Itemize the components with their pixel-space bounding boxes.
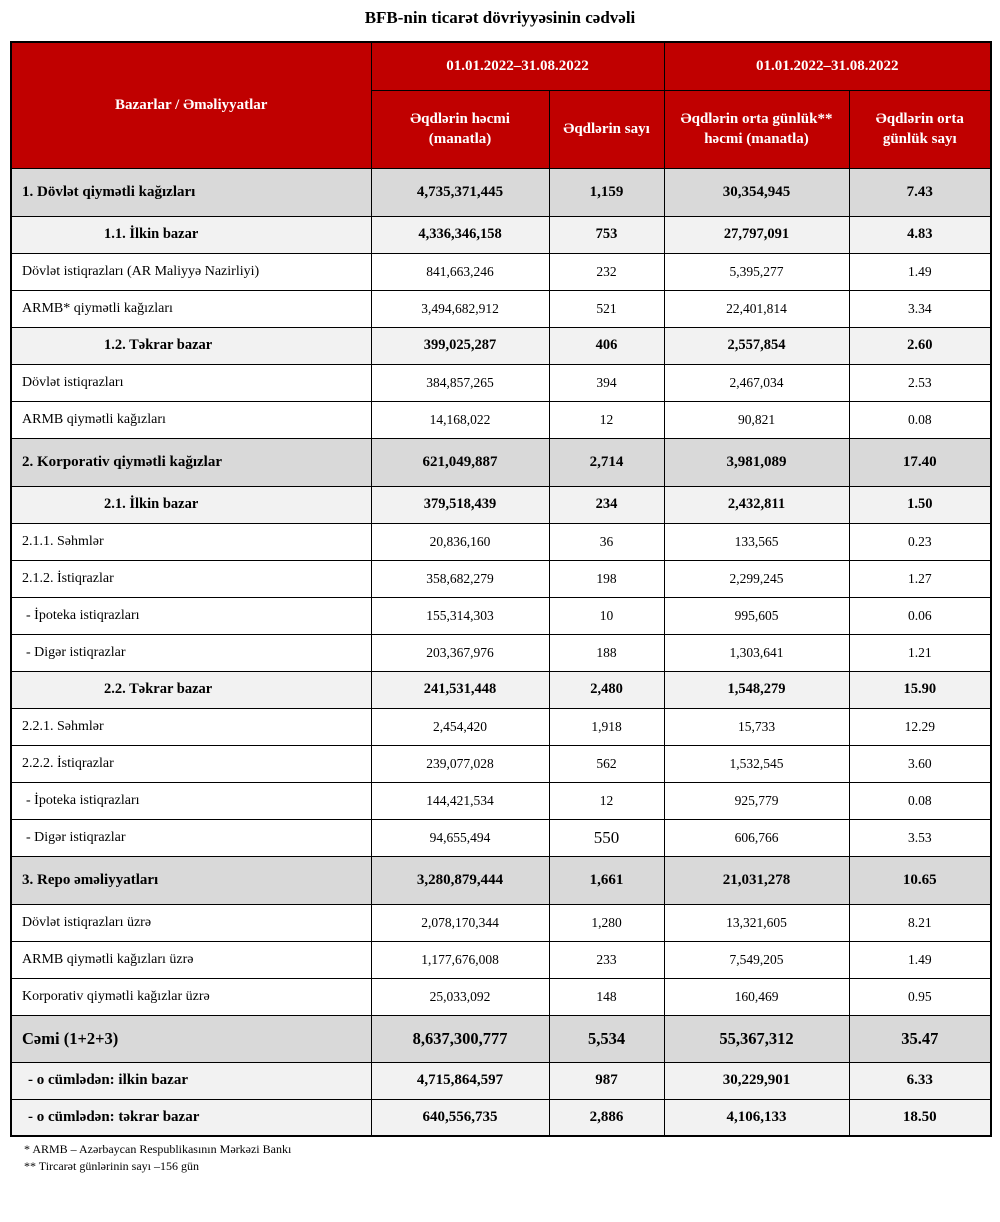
cell-value: 3.53 [849, 819, 991, 856]
cell-value: 232 [549, 253, 664, 290]
period-header-row [11, 42, 991, 90]
period-header-1: 01.01.2022–31.08.2022 [371, 42, 664, 90]
cell-value: 239,077,028 [371, 745, 549, 782]
cell-value: 2,454,420 [371, 708, 549, 745]
cell-value: 234 [549, 486, 664, 523]
row-label: - o cümlədən: ilkin bazar [11, 1062, 371, 1099]
row-label: 3. Repo əməliyyatları [11, 856, 371, 904]
cell-value: 30,229,901 [664, 1062, 849, 1099]
row-label: Dövlət istiqrazları üzrə [11, 904, 371, 941]
row-label: 1.2. Təkrar bazar [11, 327, 371, 364]
cell-value: 4,336,346,158 [371, 216, 549, 253]
row-label: ARMB* qiymətli kağızları [11, 290, 371, 327]
row-label: 2.1. İlkin bazar [11, 486, 371, 523]
table-row [11, 978, 991, 1015]
cell-value: 233 [549, 941, 664, 978]
row-label: - İpoteka istiqrazları [11, 782, 371, 819]
cell-value: 394 [549, 364, 664, 401]
cell-value: 55,367,312 [664, 1015, 849, 1062]
cell-value: 1.49 [849, 941, 991, 978]
cell-value: 5,534 [549, 1015, 664, 1062]
cell-value: 399,025,287 [371, 327, 549, 364]
table-row [11, 597, 991, 634]
row-label: - o cümlədən: təkrar bazar [11, 1099, 371, 1136]
cell-value: 35.47 [849, 1015, 991, 1062]
cell-value: 21,031,278 [664, 856, 849, 904]
row-label: 1. Dövlət qiymətli kağızları [11, 168, 371, 216]
cell-value: 188 [549, 634, 664, 671]
table-row [11, 438, 991, 486]
table-header [11, 42, 991, 168]
row-label: Dövlət istiqrazları [11, 364, 371, 401]
footnotes [24, 1141, 990, 1176]
cell-value: 995,605 [664, 597, 849, 634]
row-label: 2.1.2. İstiqrazlar [11, 560, 371, 597]
cell-value: 2.60 [849, 327, 991, 364]
row-label: Cəmi (1+2+3) [11, 1015, 371, 1062]
cell-value: 1.50 [849, 486, 991, 523]
col-header-deal-count: Əqdlərin sayı [549, 90, 664, 168]
cell-value: 0.08 [849, 782, 991, 819]
cell-value: 155,314,303 [371, 597, 549, 634]
col-header-deal-volume: Əqdlərin həcmi (manatla) [371, 90, 549, 168]
cell-value: 160,469 [664, 978, 849, 1015]
cell-value: 2,886 [549, 1099, 664, 1136]
cell-value: 198 [549, 560, 664, 597]
cell-value: 13,321,605 [664, 904, 849, 941]
cell-value: 1,532,545 [664, 745, 849, 782]
cell-value: 987 [549, 1062, 664, 1099]
cell-value: 30,354,945 [664, 168, 849, 216]
row-label: - Digər istiqrazlar [11, 819, 371, 856]
cell-value: 1.21 [849, 634, 991, 671]
cell-value: 1,280 [549, 904, 664, 941]
table-row [11, 708, 991, 745]
table-row [11, 856, 991, 904]
cell-value: 203,367,976 [371, 634, 549, 671]
table-row [11, 782, 991, 819]
row-label: Korporativ qiymətli kağızlar üzrə [11, 978, 371, 1015]
row-label: ARMB qiymətli kağızları üzrə [11, 941, 371, 978]
cell-value: 10.65 [849, 856, 991, 904]
table-row [11, 671, 991, 708]
row-label: 2.1.1. Səhmlər [11, 523, 371, 560]
cell-value: 2,480 [549, 671, 664, 708]
cell-value: 1,177,676,008 [371, 941, 549, 978]
cell-value: 379,518,439 [371, 486, 549, 523]
cell-value: 144,421,534 [371, 782, 549, 819]
table-body [11, 168, 991, 1136]
table-row [11, 941, 991, 978]
row-label: 2.2.1. Səhmlər [11, 708, 371, 745]
cell-value: 7.43 [849, 168, 991, 216]
cell-value: 17.40 [849, 438, 991, 486]
cell-value: 925,779 [664, 782, 849, 819]
cell-value: 2,078,170,344 [371, 904, 549, 941]
cell-value: 12 [549, 401, 664, 438]
table-row [11, 290, 991, 327]
table-row [11, 560, 991, 597]
cell-value: 133,565 [664, 523, 849, 560]
period-header-2: 01.01.2022–31.08.2022 [664, 42, 991, 90]
table-row [11, 634, 991, 671]
table-row [11, 1062, 991, 1099]
cell-value: 12.29 [849, 708, 991, 745]
cell-value: 15,733 [664, 708, 849, 745]
cell-value: 384,857,265 [371, 364, 549, 401]
cell-value: 12 [549, 782, 664, 819]
cell-value: 1,548,279 [664, 671, 849, 708]
cell-value: 14,168,022 [371, 401, 549, 438]
row-label: 2.2. Təkrar bazar [11, 671, 371, 708]
table-row [11, 486, 991, 523]
cell-value: 606,766 [664, 819, 849, 856]
cell-value: 1.27 [849, 560, 991, 597]
cell-value: 3,981,089 [664, 438, 849, 486]
cell-value: 25,033,092 [371, 978, 549, 1015]
table-row [11, 523, 991, 560]
cell-value: 2,467,034 [664, 364, 849, 401]
col-header-markets-operations: Bazarlar / Əməliyyatlar [11, 42, 371, 168]
cell-value: 1.49 [849, 253, 991, 290]
cell-value: 4.83 [849, 216, 991, 253]
cell-value: 1,159 [549, 168, 664, 216]
cell-value: 2,557,854 [664, 327, 849, 364]
cell-value: 22,401,814 [664, 290, 849, 327]
cell-value: 20,836,160 [371, 523, 549, 560]
row-label: 2. Korporativ qiymətli kağızlar [11, 438, 371, 486]
cell-value: 0.95 [849, 978, 991, 1015]
cell-value: 5,395,277 [664, 253, 849, 290]
table-row [11, 1099, 991, 1136]
cell-value: 7,549,205 [664, 941, 849, 978]
trade-turnover-table [10, 41, 992, 1137]
table-row [11, 401, 991, 438]
cell-value: 3.60 [849, 745, 991, 782]
table-row [11, 168, 991, 216]
cell-value: 8,637,300,777 [371, 1015, 549, 1062]
cell-value: 1,303,641 [664, 634, 849, 671]
row-label: 1.1. İlkin bazar [11, 216, 371, 253]
table-row [11, 1015, 991, 1062]
cell-value: 36 [549, 523, 664, 560]
cell-value: 4,735,371,445 [371, 168, 549, 216]
cell-value: 18.50 [849, 1099, 991, 1136]
cell-value: 1,918 [549, 708, 664, 745]
cell-value: 550 [549, 819, 664, 856]
table-row [11, 904, 991, 941]
cell-value: 3,280,879,444 [371, 856, 549, 904]
footnote-trading-days: ** Tircarət günlərinin sayı –156 gün [24, 1159, 199, 1174]
cell-value: 15.90 [849, 671, 991, 708]
footnote-armb: * ARMB – Azərbaycan Respublikasının Mərkəzi Bankı [24, 1142, 292, 1156]
row-label: - Digər istiqrazlar [11, 634, 371, 671]
cell-value: 406 [549, 327, 664, 364]
cell-value: 1,661 [549, 856, 664, 904]
cell-value: 6.33 [849, 1062, 991, 1099]
cell-value: 753 [549, 216, 664, 253]
cell-value: 90,821 [664, 401, 849, 438]
table-row [11, 364, 991, 401]
table-row [11, 253, 991, 290]
cell-value: 0.08 [849, 401, 991, 438]
cell-value: 2.53 [849, 364, 991, 401]
cell-value: 10 [549, 597, 664, 634]
row-label: - İpoteka istiqrazları [11, 597, 371, 634]
cell-value: 2,432,811 [664, 486, 849, 523]
cell-value: 562 [549, 745, 664, 782]
cell-value: 2,714 [549, 438, 664, 486]
row-label: Dövlət istiqrazları (AR Maliyyə Nazirliyi) [11, 253, 371, 290]
cell-value: 621,049,887 [371, 438, 549, 486]
cell-value: 3,494,682,912 [371, 290, 549, 327]
table-row [11, 327, 991, 364]
cell-value: 640,556,735 [371, 1099, 549, 1136]
cell-value: 3.34 [849, 290, 991, 327]
cell-value: 841,663,246 [371, 253, 549, 290]
row-label: ARMB qiymətli kağızları [11, 401, 371, 438]
cell-value: 4,715,864,597 [371, 1062, 549, 1099]
cell-value: 358,682,279 [371, 560, 549, 597]
cell-value: 0.23 [849, 523, 991, 560]
table-row [11, 819, 991, 856]
cell-value: 148 [549, 978, 664, 1015]
cell-value: 2,299,245 [664, 560, 849, 597]
cell-value: 241,531,448 [371, 671, 549, 708]
cell-value: 94,655,494 [371, 819, 549, 856]
col-header-avg-daily-volume: Əqdlərin orta günlük** həcmi (manatla) [664, 90, 849, 168]
col-header-avg-daily-count: Əqdlərin orta günlük sayı [849, 90, 991, 168]
table-row [11, 216, 991, 253]
cell-value: 8.21 [849, 904, 991, 941]
cell-value: 4,106,133 [664, 1099, 849, 1136]
row-label: 2.2.2. İstiqrazlar [11, 745, 371, 782]
cell-value: 27,797,091 [664, 216, 849, 253]
cell-value: 521 [549, 290, 664, 327]
table-row [11, 745, 991, 782]
page-title: BFB-nin ticarət dövriyyəsinin cədvəli [364, 8, 636, 27]
cell-value: 0.06 [849, 597, 991, 634]
